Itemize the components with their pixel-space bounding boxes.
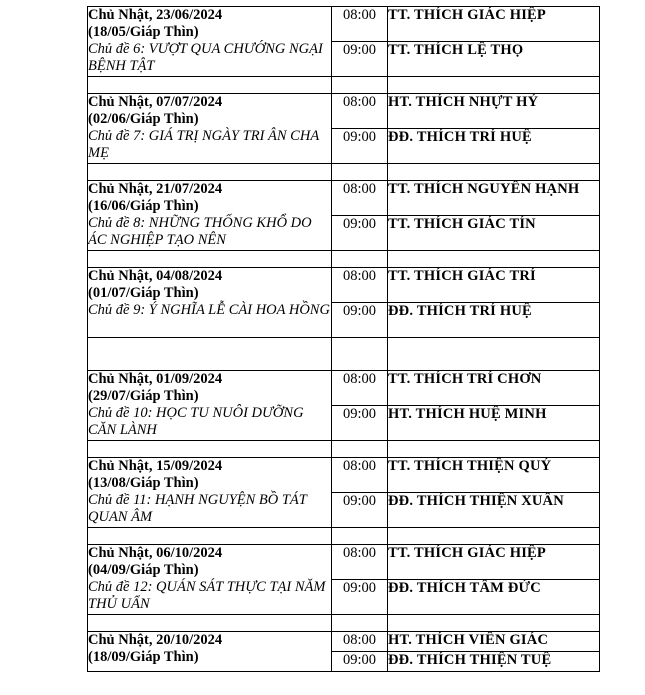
- slot-speaker: TT. THÍCH LỆ THỌ: [388, 42, 600, 77]
- slot-speaker: TT. THÍCH GIÁC TÍN: [388, 216, 600, 251]
- spacer-row: [88, 441, 600, 458]
- slot-time: 09:00: [332, 303, 388, 338]
- slot-time: 08:00: [332, 632, 388, 652]
- slot-time: 08:00: [332, 268, 388, 303]
- session-row: [88, 268, 600, 303]
- slot-time: 08:00: [332, 545, 388, 580]
- session-lunar-date: (16/06/Giáp Thìn): [88, 198, 199, 214]
- session-topic: Chủ đề 9: Ý NGHĨA LỄ CÀI HOA HỒNG: [88, 302, 330, 318]
- slot-time: 09:00: [332, 129, 388, 164]
- session-lunar-date: (29/07/Giáp Thìn): [88, 388, 199, 404]
- slot-speaker: ĐĐ. THÍCH THIỆN XUÂN: [388, 493, 600, 528]
- slot-speaker: TT. THÍCH GIÁC HIỆP: [388, 7, 600, 42]
- schedule-table: [87, 6, 600, 672]
- session-info: [88, 7, 332, 77]
- session-row: [88, 371, 600, 406]
- slot-time: 09:00: [332, 580, 388, 615]
- spacer-row: [88, 77, 600, 94]
- slot-speaker: TT. THÍCH NGUYÊN HẠNH: [388, 181, 600, 216]
- session-info: [88, 94, 332, 164]
- spacer-row: [88, 251, 600, 268]
- session-info: [88, 371, 332, 441]
- session-info: [88, 181, 332, 251]
- session-row: [88, 181, 600, 216]
- slot-time: 08:00: [332, 458, 388, 493]
- session-topic: Chủ đề 8: NHỮNG THỐNG KHỔ DO ÁC NGHIỆP TẠO NÊN: [88, 215, 312, 248]
- slot-time: 08:00: [332, 181, 388, 216]
- session-info: [88, 545, 332, 615]
- slot-time: 09:00: [332, 493, 388, 528]
- session-date: Chủ Nhật, 21/07/2024: [88, 181, 223, 197]
- slot-time: 08:00: [332, 371, 388, 406]
- slot-speaker: ĐĐ. THÍCH THIỆN TUỆ: [388, 652, 600, 672]
- session-row: [88, 94, 600, 129]
- slot-speaker: TT. THÍCH TRÍ CHƠN: [388, 371, 600, 406]
- session-date: Chủ Nhật, 23/06/2024: [88, 7, 223, 23]
- session-date: Chủ Nhật, 20/10/2024: [88, 632, 223, 648]
- spacer-row: [88, 164, 600, 181]
- session-info: [88, 268, 332, 338]
- slot-speaker: TT. THÍCH GIÁC HIỆP: [388, 545, 600, 580]
- session-topic: Chủ đề 11: HẠNH NGUYỆN BỒ TÁT QUAN ÂM: [88, 492, 307, 525]
- slot-speaker: ĐĐ. THÍCH TRÍ HUỆ: [388, 129, 600, 164]
- slot-time: 08:00: [332, 7, 388, 42]
- slot-time: 08:00: [332, 94, 388, 129]
- slot-speaker: HT. THÍCH HUỆ MINH: [388, 406, 600, 441]
- session-row: [88, 545, 600, 580]
- spacer-row: [88, 528, 600, 545]
- spacer-row: [88, 338, 600, 371]
- session-lunar-date: (13/08/Giáp Thìn): [88, 475, 199, 491]
- slot-speaker: ĐĐ. THÍCH TÂM ĐỨC: [388, 580, 600, 615]
- session-topic: Chủ đề 7: GIÁ TRỊ NGÀY TRI ÂN CHA MẸ: [88, 128, 319, 161]
- session-topic: Chủ đề 12: QUÁN SÁT THỰC TẠI NĂM THỦ UẨN: [88, 579, 326, 612]
- session-row: [88, 632, 600, 652]
- session-date: Chủ Nhật, 04/08/2024: [88, 268, 223, 284]
- slot-speaker: HT. THÍCH VIÊN GIÁC: [388, 632, 600, 652]
- session-date: Chủ Nhật, 15/09/2024: [88, 458, 223, 474]
- slot-time: 09:00: [332, 216, 388, 251]
- session-lunar-date: (02/06/Giáp Thìn): [88, 111, 199, 127]
- slot-speaker: TT. THÍCH THIỆN QUÝ: [388, 458, 600, 493]
- session-date: Chủ Nhật, 06/10/2024: [88, 545, 223, 561]
- slot-speaker: HT. THÍCH NHỰT HỶ: [388, 94, 600, 129]
- session-info: [88, 632, 332, 672]
- session-topic: Chủ đề 6: VƯỢT QUA CHƯỚNG NGẠI BỆNH TẬT: [88, 41, 323, 74]
- slot-time: 09:00: [332, 42, 388, 77]
- spacer-row: [88, 615, 600, 632]
- slot-time: 09:00: [332, 406, 388, 441]
- session-date: Chủ Nhật, 07/07/2024: [88, 94, 223, 110]
- session-date: Chủ Nhật, 01/09/2024: [88, 371, 223, 387]
- slot-speaker: TT. THÍCH GIÁC TRÍ: [388, 268, 600, 303]
- session-lunar-date: (01/07/Giáp Thìn): [88, 285, 199, 301]
- session-row: [88, 458, 600, 493]
- slot-speaker: ĐĐ. THÍCH TRÍ HUỆ: [388, 303, 600, 338]
- session-info: [88, 458, 332, 528]
- session-lunar-date: (18/05/Giáp Thìn): [88, 24, 199, 40]
- slot-time: 09:00: [332, 652, 388, 672]
- session-topic: Chủ đề 10: HỌC TU NUÔI DƯỠNG CĂN LÀNH: [88, 405, 304, 438]
- session-row: [88, 7, 600, 42]
- session-lunar-date: (04/09/Giáp Thìn): [88, 562, 199, 578]
- session-lunar-date: (18/09/Giáp Thìn): [88, 649, 199, 665]
